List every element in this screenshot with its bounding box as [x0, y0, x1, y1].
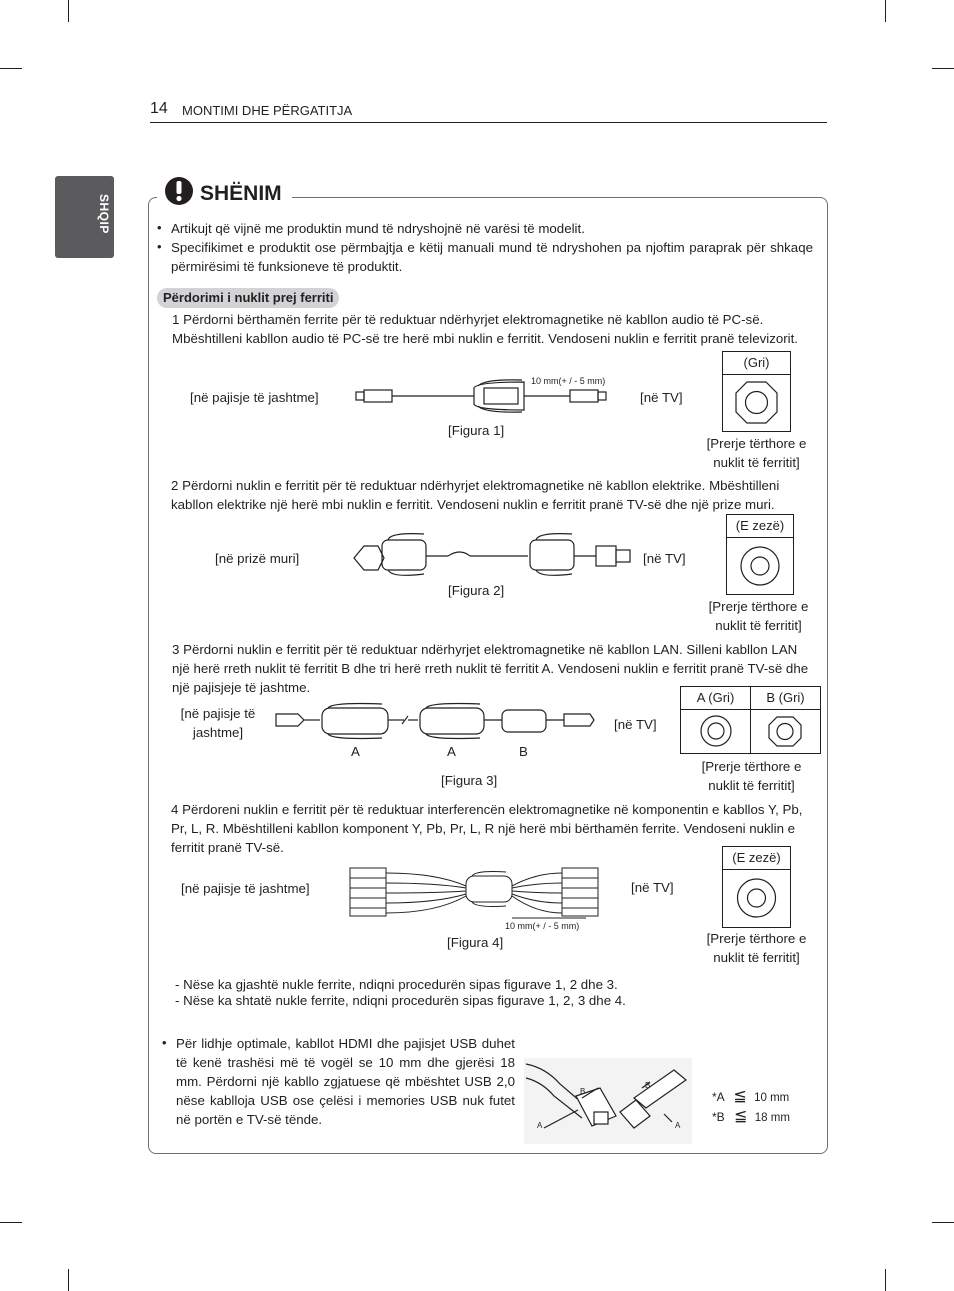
step-3-box-header — [681, 687, 820, 710]
core-label-b: B — [519, 744, 528, 759]
step-3-box-label-b: B (Gri) — [766, 690, 805, 705]
step-1-dimension: 10 mm(+ / - 5 mm) — [531, 376, 606, 386]
step-4-cross-section — [722, 846, 791, 928]
note-title-rule — [292, 196, 822, 197]
note-title: SHËNIM — [200, 182, 282, 205]
step-2-caption: [Prerje tërthore e nuklit të ferritit] — [708, 599, 809, 633]
step-4-text: 4 Përdoreni nuklin e ferritit për të reduktuar interferencën elektromagnetike në komponentin e kabllos Y, Pb, Pr, L, R. Mbështilleni kabllon komponent Y, Pb, Pr, L, R një herë mbi bërthamën ferrite. Vendoseni nuklin e ferritit pranë TV-së. — [171, 802, 803, 855]
step-3-figure-label: [Figura 3] — [441, 773, 498, 788]
ferrite-octagon-icon — [723, 375, 790, 430]
usb-bullet-text: Për lidhje optimale, kabllot HDMI dhe pajisjet USB duhet të kenë trashësi më të vogël se 10 mm dhe gjerësi 18 mm. Përdorni një kabllo zgjatuese që mbështet USB 2,0 nëse kabllоja USB ose çelësi i memories USB nuk futet në portën e TV-së tënde. — [176, 1036, 515, 1127]
crop-mark — [68, 1269, 69, 1291]
core-label-a2: A — [447, 744, 456, 759]
crop-mark — [0, 1222, 22, 1223]
bullet-dot: • — [157, 220, 162, 235]
crop-mark — [68, 0, 69, 22]
step-1-text: 1 Përdorni bërthamën ferrite për të reduktuar ndërhyrjet elektromagnetike në kabllon audio të PC-së. Mbështilleni kabllon audio të PC-së tre herë mbi nuklin e ferritit. Vendoseni nuklin e ferritit pranë televizorit. — [172, 312, 799, 346]
ferrite-ring-icon — [723, 870, 790, 926]
step-2-left-label: [në prizë muri] — [215, 551, 300, 566]
hdmi-usb-size-figure — [524, 1058, 692, 1144]
step-4-caption: [Prerje tërthore e nuklit të ferritit] — [706, 931, 807, 965]
component-cable-figure — [346, 862, 602, 922]
usb-spec-a-symbol: ≦ — [733, 1088, 747, 1105]
page-header — [150, 100, 827, 123]
side-tab-label: SHQIP — [97, 194, 111, 234]
extra-note-1: - Nëse ka gjashtë nukle ferrite, ndiqni procedurën sipas figurave 1, 2 dhe 3. — [175, 977, 618, 992]
usb-spec-a-value: 10 mm — [754, 1092, 790, 1104]
step-2-cross-section — [726, 514, 794, 595]
usb-spec-b-value: 18 mm — [754, 1112, 790, 1124]
bullet-dot: • — [157, 239, 162, 254]
usb-spec-b-symbol: ≦ — [734, 1108, 748, 1125]
hdmi-dim-a: A — [537, 1121, 543, 1130]
step-4-figure-label: [Figura 4] — [447, 935, 504, 950]
step-4-right-label: [në TV] — [631, 880, 674, 895]
page-number: 14 — [150, 100, 168, 117]
crop-mark — [885, 0, 886, 22]
core-label-a1: A — [351, 744, 360, 759]
step-2-right-label: [në TV] — [643, 551, 686, 566]
step-1-right-label: [në TV] — [640, 390, 683, 405]
note-bullet-2: Specifikimet e produktit ose përmbajtja e këtij manuali mund të ndryshohen pa njoftim paraprak për shkaqe përmirësimi të funksioneve të produktit. — [171, 240, 813, 274]
ferrite-heading-text: Përdorimi i nuklit prej ferriti — [163, 290, 334, 305]
note-bullet-1: Artikujt që vijnë me produktin mund të ndryshojnë në varësi të modelit. — [171, 221, 585, 236]
step-3-left-label: [në pajisje të jashtme] — [180, 706, 256, 740]
step-3-box-label-a: A (Gri) — [681, 687, 751, 709]
extra-note-2: - Nëse ka shtatë nukle ferrite, ndiqni procedurën sipas figurave 1, 2, 3 dhe 4. — [175, 993, 626, 1008]
step-4-dimension: 10 mm(+ / - 5 mm) — [505, 921, 580, 931]
crop-mark — [932, 68, 954, 69]
step-1-figure-label: [Figura 1] — [448, 423, 505, 438]
crop-mark — [0, 68, 22, 69]
step-3-text: 3 Përdorni nuklin e ferritit për të reduktuar ndërhyrjet elektromagnetike në kabllon LAN. Silleni kabllon LAN një herë rreth nuklit të ferritit B dhe tri herë rreth nuklit të ferritit A. Vendoseni nuklin e ferritit pranë TV-së dhe një pajisjeje të jashtme. — [172, 642, 809, 695]
crop-mark — [885, 1269, 886, 1291]
step-2-box-label: (E zezë) — [727, 515, 793, 538]
usb-spec-a-label: *A — [712, 1090, 725, 1104]
step-4-box-label: (E zezë) — [723, 847, 790, 870]
step-1-left-label: [në pajisje të jashtme] — [190, 390, 319, 405]
step-3-right-label: [në TV] — [614, 717, 657, 732]
step-2-figure-label: [Figura 2] — [448, 583, 505, 598]
step-1-box-label: (Gri) — [723, 352, 790, 375]
step-2-text: 2 Përdorni nuklin e ferritit për të reduktuar ndërhyrjet elektromagnetike në kabllon elektrike. Mbështilleni kabllon elektrike një herë mbi nuklin e ferritit. Vendoseni nuklin e ferritit pranë TV-së dhe një prize muri. — [171, 478, 780, 512]
ferrite-heading — [157, 288, 339, 308]
ferrite-pair-icon — [681, 710, 820, 753]
section-title: MONTIMI DHE PËRGATITJA — [182, 103, 353, 118]
hdmi-dim-b: B — [580, 1087, 586, 1096]
ferrite-ring-icon — [727, 538, 793, 593]
usb-dim-a: A — [675, 1121, 681, 1130]
usb-dim-b: B — [645, 1081, 651, 1090]
step-1-cross-section — [722, 351, 791, 432]
crop-mark — [932, 1222, 954, 1223]
power-cable-figure — [350, 528, 640, 580]
usb-spec-b-label: *B — [712, 1110, 725, 1124]
bullet-dot: • — [162, 1035, 167, 1050]
lan-cable-figure — [272, 700, 598, 742]
language-side-tab — [55, 176, 114, 258]
audio-cable-figure — [354, 376, 610, 414]
step-4-left-label: [në pajisje të jashtme] — [181, 881, 310, 896]
step-3-cross-section — [680, 686, 821, 754]
step-1-caption: [Prerje tërthore e nuklit të ferritit] — [706, 436, 807, 470]
exclamation-icon — [163, 176, 195, 206]
usb-spec-a — [712, 1090, 789, 1105]
step-3-caption: [Prerje tërthore e nuklit të ferritit] — [701, 759, 802, 793]
usb-spec-b — [712, 1110, 790, 1125]
